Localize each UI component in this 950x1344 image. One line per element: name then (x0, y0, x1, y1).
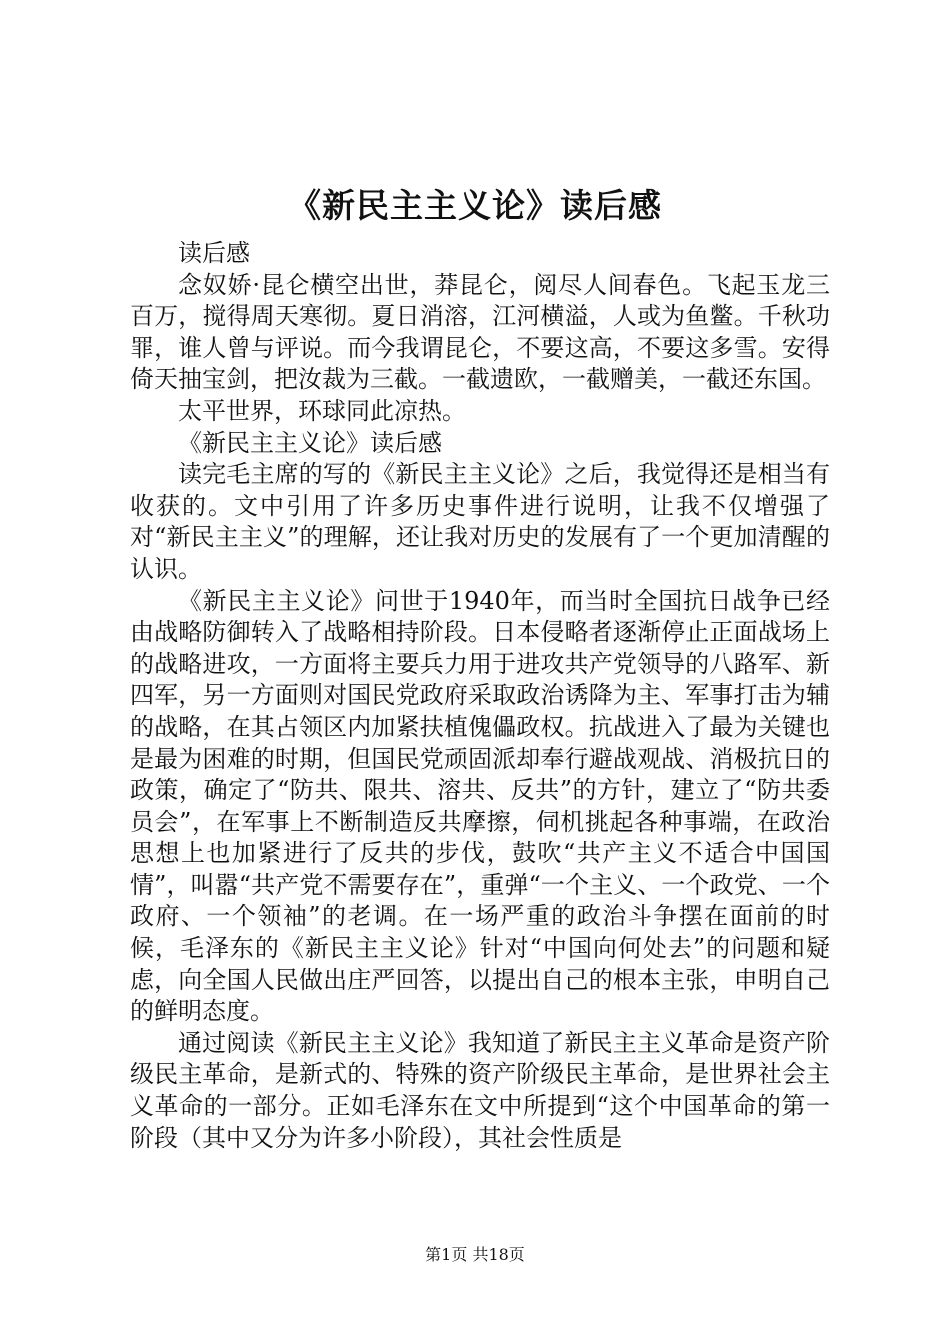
paragraph-subtitle: 《新民主主义论》读后感 (178, 428, 442, 457)
document-body (130, 238, 830, 1154)
paragraph-poem-end: 太平世界，环球同此凉热。 (178, 396, 466, 425)
paragraph-heading: 读后感 (178, 239, 250, 267)
paragraph-poem: 念奴娇·昆仑横空出世，莽昆仑，阅尽人间春色。飞起玉龙三百万，搅得周天寒彻。夏日消溶，江河横溢，人或为鱼鳖。千秋功罪，谁人曾与评说。而今我谓昆仑，不要这高，不要这多雪。安得倚天抽宝剑，把汝裁为三截。一截遗欧，一截赠美，一截还东国。 (130, 270, 830, 394)
paragraph-reflection: 通过阅读《新民主主义论》我知道了新民主主义革命是资产阶级民主革命，是新式的、特殊的资产阶级民主革命，是世界社会主义革命的一部分。正如毛泽东在文中所提到“这个中国革命的第一阶段（其中又分为许多小阶段），其社会性质是 (130, 1028, 830, 1152)
document-title: 《新民主主义论》读后感 (288, 186, 662, 225)
page-footer: 第1页 共18页 (425, 1245, 525, 1264)
paragraph-intro: 读完毛主席的写的《新民主主义论》之后，我觉得还是相当有收获的。文中引用了许多历史事件进行说明，让我不仅增强了对“新民主主义”的理解，还让我对历史的发展有了一个更加清醒的认识。 (130, 460, 830, 583)
paragraph-history: 《新民主主义论》问世于1940年，而当时全国抗日战争已经由战略防御转入了战略相持阶段。日本侵略者逐渐停止正面战场上的战略进攻，一方面将主要兵力用于进攻共产党领导的八路军、新四军，另一方面则对国民党政府采取政治诱降为主、军事打击为辅的战略，在其占领区内加紧扶植傀儡政权。抗战进入了最为关键也是最为困难的时期，但国民党顽固派却奉行避战观战、消极抗日的政策，确定了“防共、限共、溶共、反共”的方针，建立了“防共委员会”，在军事上不断制造反共摩擦，伺机挑起各种事端，在政治思想上也加紧进行了反共的步伐，鼓吹“共产主义不适合中国国情”，叫嚣“共产党不需要存在”，重弹“一个主义、一个政党、一个政府、一个领袖”的老调。在一场严重的政治斗争摆在面前的时候，毛泽东的《新民主主义论》针对“中国向何处去”的问题和疑虑，向全国人民做出庄严回答，以提出自己的根本主张，申明自己的鲜明态度。 (130, 586, 830, 1026)
